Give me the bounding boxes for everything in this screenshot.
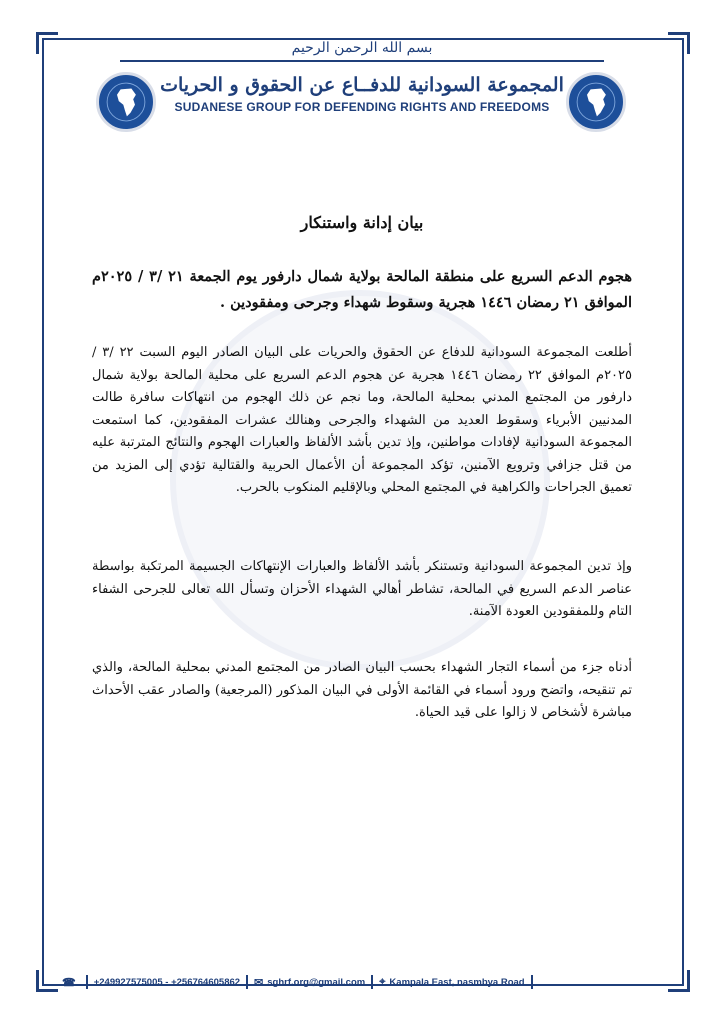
organization-name-arabic: المجموعة السودانية للدفــاع عن الحقوق و الحريات [160,74,564,96]
header-divider [120,60,604,62]
statement-headline: هجوم الدعم السريع على منطقة المالحة بولاية شمال دارفور يوم الجمعة ٢١ /٣ / ٢٠٢٥م الموافق ٢١ رمضان ١٤٤٦ هجرية وسقوط شهداء وجرحى ومفقودين . [92,268,632,311]
phone-icon: ☎ [62,976,76,989]
statement-paragraph: أدناه جزء من أسماء التجار الشهداء بحسب البيان الصادر من المجتمع المدني بمحلية المالحة، والذي تم تنقيحه، واتضح ورود أسماء في القائمة الأولى في البيان المذكور (المرجعية) والصادر عقب الأحداث مباشرة لأشخاص لا زالوا على قيد الحياة. [92,660,632,720]
organization-name-english: SUDANESE GROUP FOR DEFENDING RIGHTS AND FREEDOMS [174,100,550,114]
footer-phones: +249927575005 - +256764605862 [93,976,241,988]
footer-divider [246,975,248,989]
frame-corner-ornament [36,970,58,992]
footer-divider [86,975,88,989]
statement-paragraph: وإذ تدين المجموعة السودانية وتستنكر بأشد الألفاظ والعبارات الإنتهاكات الجسيمة المرتكبة بواسطة عناصر الدعم السريع في المالحة، تشاطر أهالي الشهداء الأحزان وتسأل الله تعالى للجرحى الشفاء التام وللمفقودين العودة الآمنة. [92,559,632,619]
contact-footer [62,973,674,991]
footer-divider [371,975,373,989]
mail-icon: ✉ [254,976,264,989]
basmala: بسم الله الرحمن الرحيم [291,40,433,56]
footer-address: Kampala East, nasmbya Road [389,976,525,988]
statement-paragraph: أطلعت المجموعة السودانية للدفاع عن الحقوق والحريات على البيان الصادر اليوم السبت ٢٢ /٣ /٢٠٢٥م الموافق ٢٢ رمضان ١٤٤٦ هجرية عن هجوم الدعم السريع على محلية المالحة بولاية شمال دارفور من المجتمع المدني بمحلية المالحة، وما نجم عن ذلك الهجوم من انتهاكات سافرة طالت المدنيين الأبرياء وسقوط العديد من الشهداء والجرحى وهنالك عشرات المفقودين، كما استمعت المجموعة السودانية لإفادات مواطنين، وإذ تدين بأشد الألفاظ والعبارات الهجوم والنتائج المترتبة عليه من قتل جزافي وترويع الآمنين، تؤكد المجموعة أن الأعمال الحربية والقتالية تؤدي إلى المزيد من تعميق الجراحات والكراهية في المجتمع المحلي وبالإقليم المنكوب بالحرب. [92,345,633,495]
footer-divider [531,975,533,989]
location-pin-icon: ⌖ [379,975,386,988]
statement-title: بيان إدانة واستنكار [300,213,424,232]
footer-email: sghrf.org@gmail.com [267,976,366,988]
